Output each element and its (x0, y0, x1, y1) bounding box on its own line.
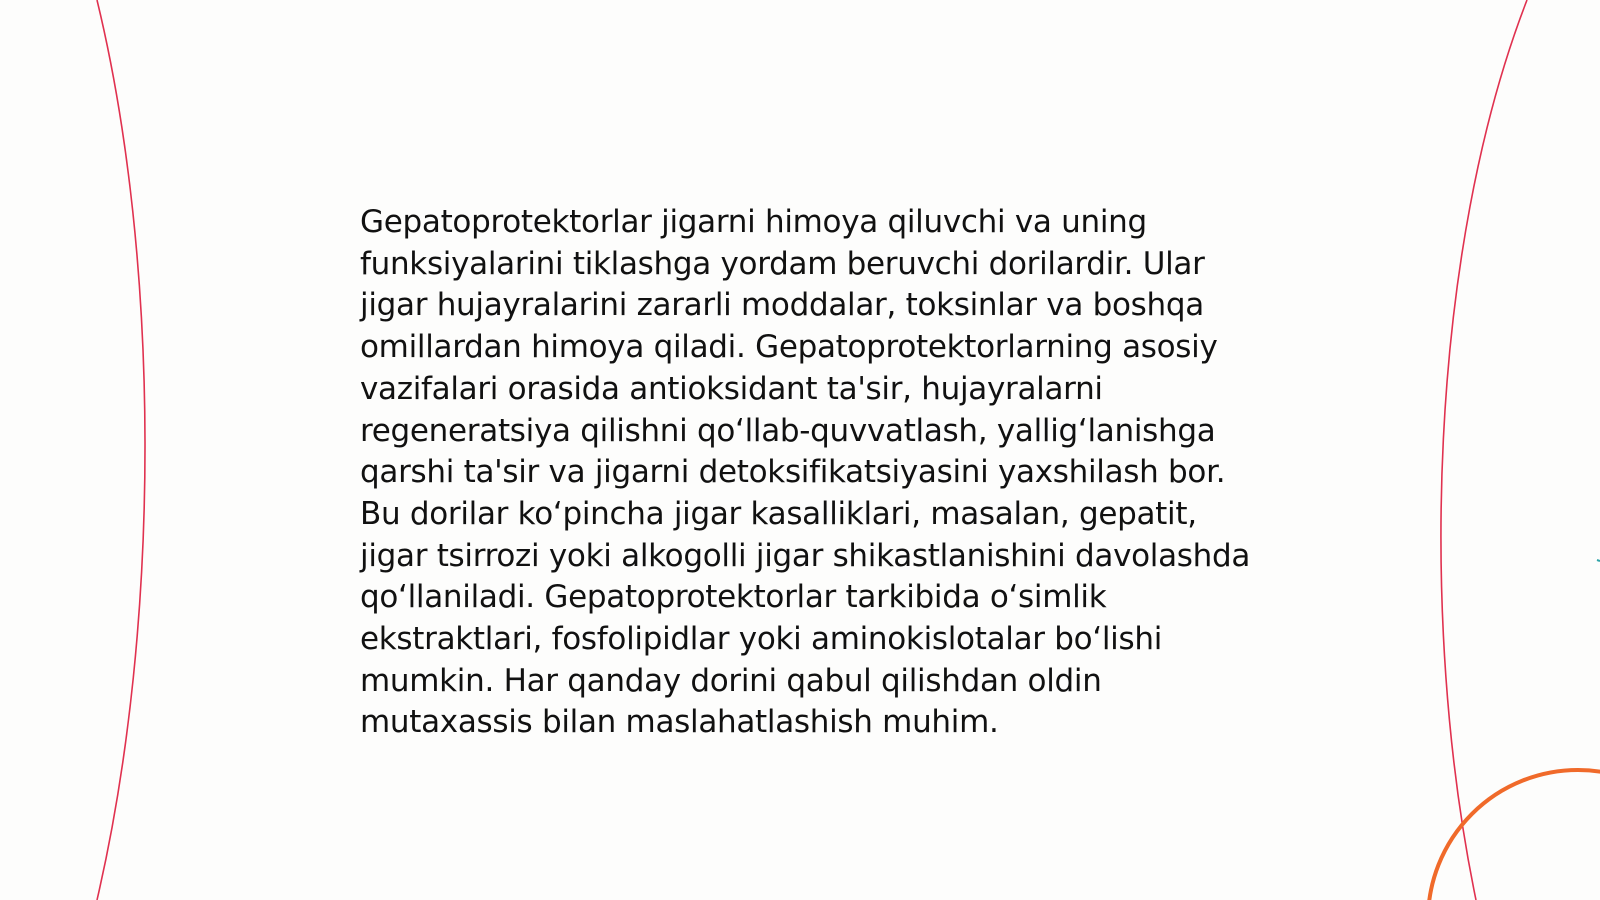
orange-ring-decoration (1428, 770, 1600, 900)
right-curve-line (1441, 0, 1527, 900)
left-curve-line (97, 0, 145, 900)
slide-body-text: Gepatoprotektorlar jigarni himoya qiluvchi va uning funksiyalarini tiklashga yordam beruvchi dorilardir. Ular jigar hujayralarini zararli moddalar, toksinlar va boshqa omillardan himoya qiladi. Gepatoprotektorlarning asosiy vazifalari orasida antioksidant ta'sir, hujayralarni regeneratsiya qilishni qoʻllab-quvvatlash, yalligʻlanishga qarshi ta'sir va jigarni detoksifikatsiyasini yaxshilash bor. Bu dorilar koʻpincha jigar kasalliklari, masalan, gepatit, jigar tsirrozi yoki alkogolli jigar shikastlanishini davolashda qoʻllaniladi. Gepatoprotektorlar tarkibida oʻsimlik ekstraktlari, fosfolipidlar yoki aminokislotalar boʻlishi mumkin. Har qanday dorini qabul qilishdan oldin mutaxassis bilan maslahatlashish muhim. (360, 204, 1251, 741)
